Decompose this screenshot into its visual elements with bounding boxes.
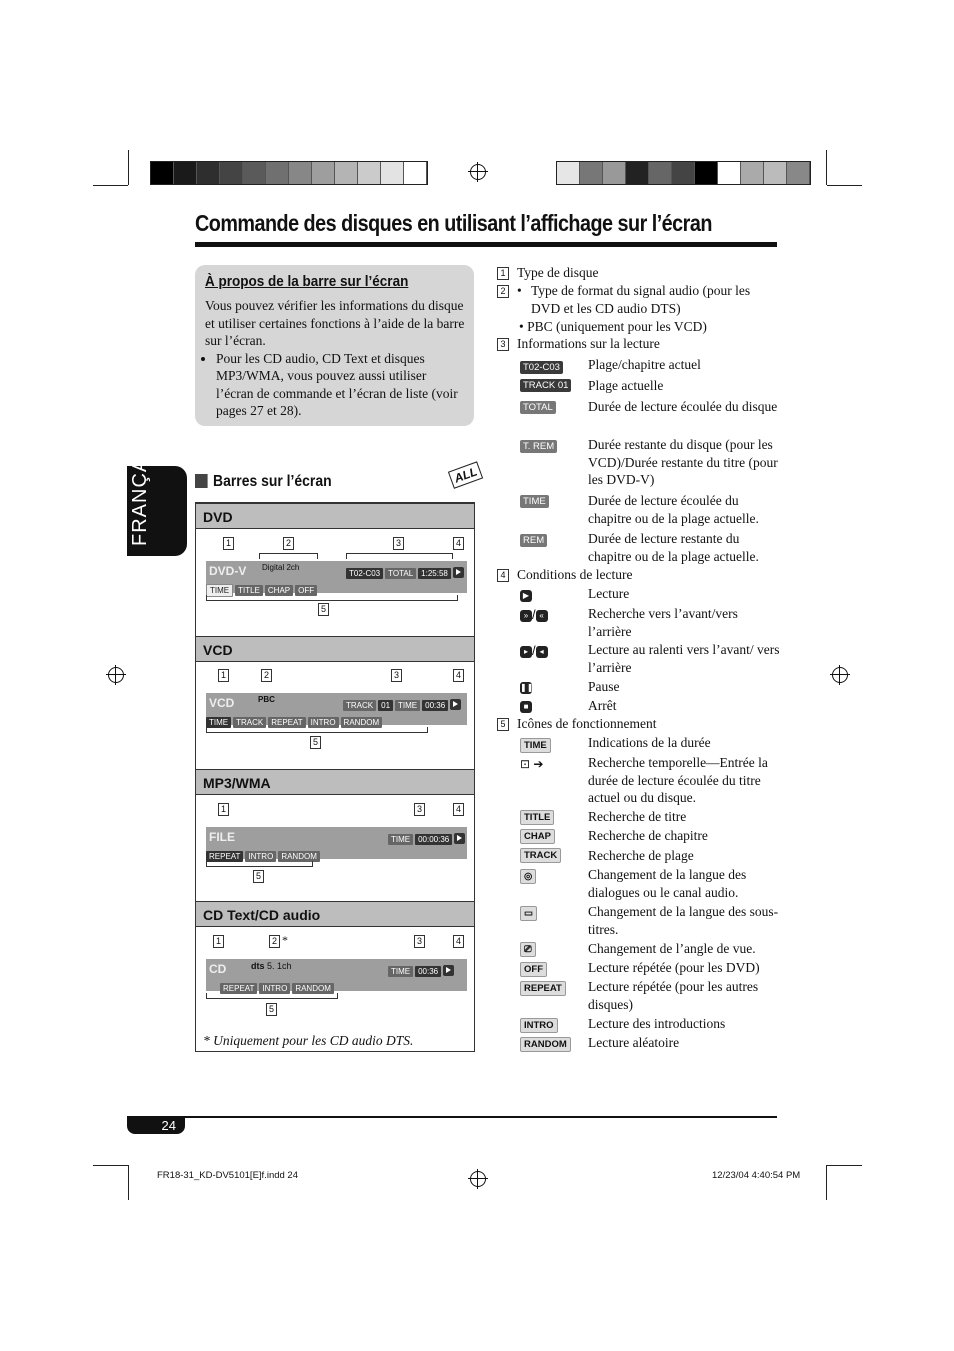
crop-mark bbox=[827, 185, 862, 186]
mp3-screen bbox=[206, 827, 467, 859]
audio-format: 5. 1ch bbox=[267, 961, 292, 971]
marker-2: 2 bbox=[261, 669, 272, 682]
disc-type: CD bbox=[209, 962, 227, 976]
chapter-search-icon: CHAP bbox=[520, 829, 555, 844]
marker-4: 4 bbox=[453, 935, 464, 948]
footer-date: 12/23/04 4:40:54 PM bbox=[712, 1170, 801, 1181]
track-chip: TRACK bbox=[343, 700, 376, 711]
marker-5: 5 bbox=[266, 1003, 277, 1016]
about-text bbox=[205, 297, 465, 420]
track-number: 01 bbox=[378, 700, 393, 711]
play-icon bbox=[454, 833, 465, 844]
time-chip: TIME bbox=[388, 834, 413, 845]
color-bar-left bbox=[150, 161, 428, 185]
disc-type: VCD bbox=[209, 696, 235, 710]
chap-chip: CHAP bbox=[265, 585, 293, 596]
page-title: Commande des disques en utilisant l’affichage sur l’écran bbox=[195, 210, 712, 236]
legend-2a: Type de format du signal audio (pour les DVD et les CD audio DTS) bbox=[531, 283, 751, 316]
fast-forward-icon: » bbox=[520, 610, 532, 622]
crop-mark bbox=[827, 1165, 862, 1166]
time-chip: TIME bbox=[206, 717, 231, 728]
repeat-off-chip: OFF bbox=[295, 585, 317, 596]
intro-chip: INTRO bbox=[245, 851, 276, 862]
marker-3: 3 bbox=[414, 935, 425, 948]
subtitle-icon: ▭ bbox=[520, 906, 537, 921]
about-box bbox=[195, 265, 474, 426]
registration-mark-top bbox=[470, 164, 486, 180]
repeat-chip: REPEAT bbox=[220, 983, 257, 994]
repeat-off-icon: OFF bbox=[520, 962, 547, 977]
square-icon bbox=[195, 474, 208, 488]
crop-mark bbox=[93, 185, 128, 186]
page-number: 24 bbox=[127, 1118, 185, 1134]
random-chip: RANDOM bbox=[341, 717, 383, 728]
random-icon: RANDOM bbox=[520, 1037, 571, 1052]
intro-chip: INTRO bbox=[259, 983, 290, 994]
time-value: 00:36 bbox=[422, 700, 448, 711]
random-chip: RANDOM bbox=[292, 983, 334, 994]
play-icon: ▶ bbox=[520, 590, 532, 602]
intro-chip: INTRO bbox=[308, 717, 339, 728]
crop-mark bbox=[128, 150, 129, 185]
bracket bbox=[206, 727, 428, 733]
stop-icon: ■ bbox=[520, 701, 532, 713]
disc-type: FILE bbox=[209, 830, 235, 844]
time-icon: TIME bbox=[520, 495, 549, 508]
footer-rule bbox=[127, 1116, 777, 1118]
dts-note: * Uniquement pour les CD audio DTS. bbox=[203, 1033, 414, 1048]
pause-icon: ❚❚ bbox=[520, 682, 534, 692]
audio-language-icon: ◎ bbox=[520, 869, 536, 884]
time-search-icon: ⊡ ➔ bbox=[520, 757, 544, 771]
crop-mark bbox=[826, 1165, 827, 1200]
cd-header: CD Text/CD audio bbox=[196, 901, 474, 927]
time-chip: TIME bbox=[388, 966, 413, 977]
footer-file: FR18-31_KD-DV5101[E]f.indd 24 bbox=[157, 1170, 298, 1181]
rewind-icon: « bbox=[536, 610, 548, 622]
legend-4: Conditions de lecture bbox=[517, 567, 633, 582]
chapter-icon: T02-C03 bbox=[520, 361, 563, 374]
title-chip: TITLE bbox=[235, 585, 263, 596]
marker-1: 1 bbox=[213, 935, 224, 948]
time-chip: TIME bbox=[395, 700, 420, 711]
marker-4: 4 bbox=[453, 537, 464, 550]
play-icon bbox=[450, 699, 461, 710]
bracket bbox=[206, 993, 338, 999]
marker-5: 5 bbox=[318, 603, 329, 616]
registration-mark-left bbox=[108, 667, 124, 683]
vcd-screen bbox=[206, 693, 467, 725]
bracket bbox=[346, 553, 453, 559]
intro-icon: INTRO bbox=[520, 1018, 558, 1033]
onscreen-bar-diagram bbox=[195, 502, 475, 1052]
vcd-header: VCD bbox=[196, 636, 474, 662]
angle-icon: ⎚ bbox=[520, 942, 536, 957]
track-icon: TRACK 01 bbox=[520, 379, 571, 392]
section-heading: Barres sur l’écran bbox=[195, 473, 332, 491]
repeat-icon: REPEAT bbox=[520, 981, 566, 996]
marker-3: 3 bbox=[414, 803, 425, 816]
marker-5: 5 bbox=[253, 870, 264, 883]
rem-icon: REM bbox=[520, 534, 547, 547]
dvd-screen bbox=[206, 561, 467, 593]
title-search-icon: TITLE bbox=[520, 810, 554, 825]
track-search-chip: TRACK bbox=[233, 717, 266, 728]
time-chip: TIME bbox=[206, 584, 233, 597]
t-rem-icon: T. REM bbox=[520, 440, 557, 453]
mp3-header: MP3/WMA bbox=[196, 769, 474, 795]
pbc-label: PBC bbox=[258, 695, 275, 704]
language-tab: FRANÇAIS bbox=[127, 466, 187, 556]
slow-forward-icon: ▸ bbox=[520, 646, 532, 658]
total-time: 1:25:58 bbox=[418, 568, 451, 579]
time-icon: TIME bbox=[520, 738, 551, 753]
marker-5: 5 bbox=[310, 736, 321, 749]
dvd-header: DVD bbox=[196, 503, 474, 529]
legend-2b: PBC (uniquement pour les VCD) bbox=[527, 319, 707, 334]
bracket bbox=[206, 595, 458, 601]
about-bullet: • Pour les CD audio, CD Text et disques MP3/WMA, vous pouvez aussi utiliser l’écran de commande et l’écran de liste (voir pages 27 et 28). bbox=[216, 350, 465, 420]
crop-mark bbox=[128, 1165, 129, 1200]
registration-mark-bottom bbox=[470, 1171, 486, 1187]
legend-1: Type de disque bbox=[517, 265, 599, 280]
marker-2: 2 bbox=[283, 537, 294, 550]
all-disc-icon: ALL bbox=[448, 461, 484, 489]
random-chip: RANDOM bbox=[278, 851, 320, 862]
track-search-icon: TRACK bbox=[520, 848, 561, 863]
dts-logo: dts bbox=[251, 961, 265, 971]
repeat-chip: REPEAT bbox=[268, 717, 305, 728]
chapter-chip: T02-C03 bbox=[346, 568, 383, 579]
bracket bbox=[206, 861, 313, 867]
marker-1: 1 bbox=[223, 537, 234, 550]
play-icon bbox=[453, 567, 464, 578]
slow-reverse-icon: ◂ bbox=[536, 646, 548, 658]
marker-1: 1 bbox=[218, 669, 229, 682]
legend-5: Icônes de fonctionnement bbox=[517, 716, 657, 731]
disc-type: DVD-V bbox=[209, 564, 247, 578]
total-chip: TOTAL bbox=[385, 568, 416, 579]
bracket bbox=[259, 553, 318, 559]
about-paragraph: Vous pouvez vérifier les informations du disque et utiliser certaines fonctions à l’aide de la barre sur l’écran. bbox=[205, 298, 465, 348]
cd-screen bbox=[206, 959, 467, 991]
about-heading: À propos de la barre sur l’écran bbox=[205, 273, 409, 290]
crop-mark bbox=[826, 150, 827, 185]
legend-3: Informations sur la lecture bbox=[517, 336, 660, 351]
registration-mark-right bbox=[832, 667, 848, 683]
marker-4: 4 bbox=[453, 669, 464, 682]
marker-2: 2 bbox=[269, 935, 280, 948]
dts-star: * bbox=[282, 933, 288, 947]
time-value: 00:36 bbox=[415, 966, 441, 977]
marker-3: 3 bbox=[391, 669, 402, 682]
total-icon: TOTAL bbox=[520, 401, 556, 414]
audio-format: Digital 2ch bbox=[262, 563, 300, 572]
title-rule bbox=[195, 242, 777, 247]
play-icon bbox=[443, 965, 454, 976]
time-value: 00:00:36 bbox=[415, 834, 452, 845]
marker-3: 3 bbox=[393, 537, 404, 550]
marker-4: 4 bbox=[453, 803, 464, 816]
repeat-chip: REPEAT bbox=[206, 851, 243, 862]
color-bar-right bbox=[556, 161, 811, 185]
marker-1: 1 bbox=[218, 803, 229, 816]
crop-mark bbox=[93, 1165, 128, 1166]
